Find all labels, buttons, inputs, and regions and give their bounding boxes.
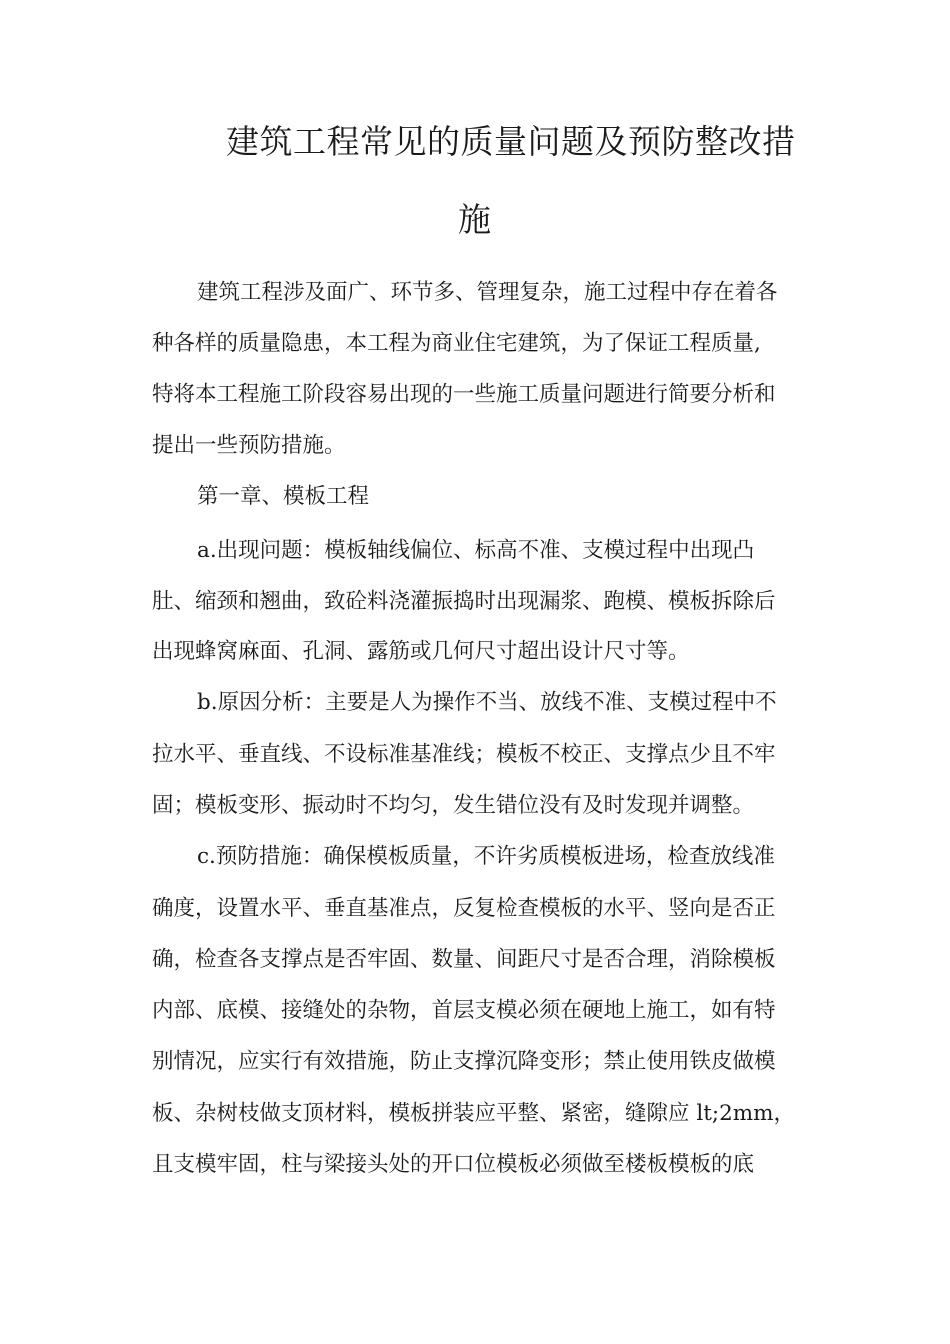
- paragraph-line: a.出现问题：模板轴线偏位、标高不准、支模过程中出现凸: [197, 538, 755, 563]
- paragraph-line: 提出一些预防措施。: [152, 433, 346, 458]
- document-title-line-2: 施: [458, 200, 492, 239]
- paragraph-line: 别情况，应实行有效措施，防止支撑沉降变形；禁止使用铁皮做模: [152, 1049, 776, 1074]
- paragraph-line: 出现蜂窝麻面、孔洞、露筋或几何尺寸超出设计尺寸等。: [152, 639, 690, 664]
- paragraph-line: 固；模板变形、振动时不均匀，发生错位没有及时发现并调整。: [152, 793, 755, 818]
- paragraph-line: 确，检查各支撑点是否牢固、数量、间距尺寸是否合理，消除模板: [152, 947, 776, 972]
- document-title-line-1: 建筑工程常见的质量问题及预防整改措: [226, 122, 796, 161]
- paragraph-line: 种各样的质量隐患，本工程为商业住宅建筑，为了保证工程质量,: [152, 331, 761, 356]
- paragraph-line: 建筑工程涉及面广、环节多、管理复杂，施工过程中存在着各: [197, 280, 778, 305]
- chapter-heading: 第一章、模板工程: [197, 484, 370, 509]
- paragraph-line: 板、杂树枝做支顶材料，模板拼装应平整、紧密，缝隙应 lt;2mm，: [152, 1101, 796, 1126]
- paragraph-line: 肚、缩颈和翘曲，致砼料浇灌振捣时出现漏浆、跑模、模板拆除后: [152, 589, 776, 614]
- paragraph-line: 且支模牢固，柱与梁接头处的开口位模板必须做至楼板模板的底: [152, 1152, 755, 1177]
- paragraph-line: 拉水平、垂直线、不设标准基准线；模板不校正、支撑点少且不牢: [152, 742, 776, 767]
- paragraph-line: 内部、底模、接缝处的杂物，首层支模必须在硬地上施工，如有特: [152, 998, 776, 1023]
- paragraph-line: c.预防措施：确保模板质量，不许劣质模板进场，检查放线准: [197, 844, 775, 869]
- paragraph-line: 特将本工程施工阶段容易出现的一些施工质量问题进行简要分析和: [152, 382, 776, 407]
- paragraph-line: b.原因分析：主要是人为操作不当、放线不准、支模过程中不: [197, 690, 777, 715]
- paragraph-line: 确度，设置水平、垂直基准点，反复检查模板的水平、竖向是否正: [152, 896, 776, 921]
